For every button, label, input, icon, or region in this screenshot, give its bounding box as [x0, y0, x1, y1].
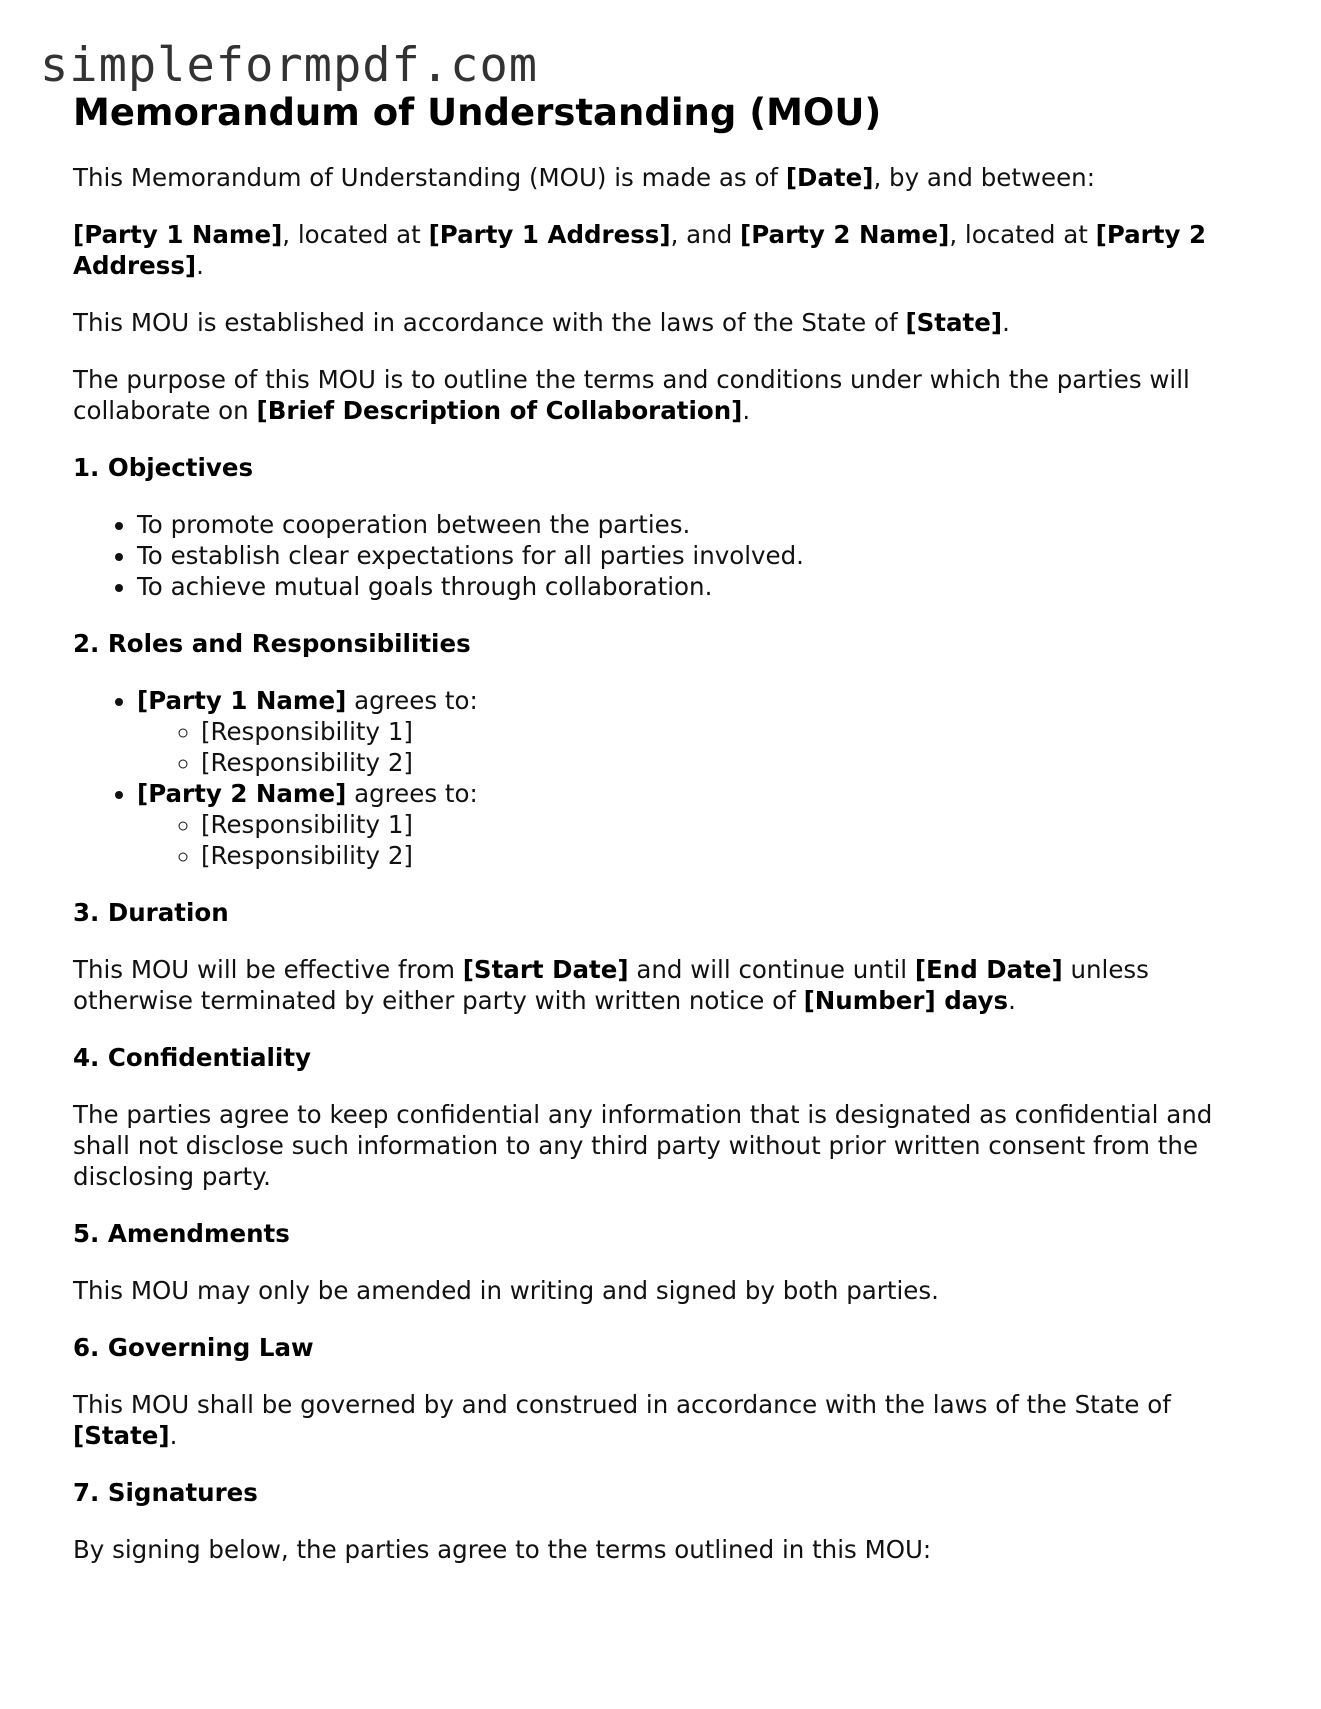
intro-text: , located at: [949, 220, 1096, 249]
section-heading-amendments: 5. Amendments: [73, 1219, 290, 1248]
intro-text: This MOU is established in accordance with the laws of the State of: [73, 308, 906, 337]
responsibility-list: [137, 809, 1263, 871]
intro-paragraph-parties: [73, 219, 1263, 281]
agrees-to-text: agrees to:: [346, 686, 478, 715]
section-heading-signatures: 7. Signatures: [73, 1478, 258, 1507]
party-1-roles: [137, 685, 1263, 778]
section-heading-governing-law: 6. Governing Law: [73, 1333, 314, 1362]
signatures-paragraph: By signing below, the parties agree to the terms outlined in this MOU:: [73, 1535, 932, 1564]
intro-text: The purpose of this MOU is to outline the terms and conditions under which the parties will collaborate on: [73, 365, 1190, 425]
confidentiality-paragraph: The parties agree to keep confidential any information that is designated as confidential and shall not disclose such information to any third party without prior written consent from the disclosing party.: [73, 1100, 1213, 1191]
responsibility-list: [137, 716, 1263, 778]
intro-paragraph-state: [73, 307, 1263, 338]
intro-text: .: [742, 396, 751, 425]
duration-text: and will continue until: [628, 955, 915, 984]
list-item: ◦ [Responsibility 2]: [201, 747, 1263, 778]
start-date-placeholder: [Start Date]: [462, 955, 629, 984]
party-1-name-placeholder: [Party 1 Name]: [73, 220, 283, 249]
amendments-paragraph: This MOU may only be amended in writing and signed by both parties.: [73, 1276, 939, 1305]
list-item: • To establish clear expectations for all parties involved.: [137, 540, 1263, 571]
intro-text: , and: [670, 220, 741, 249]
intro-paragraph-date: [73, 162, 1263, 193]
date-placeholder: [Date]: [785, 163, 874, 192]
state-placeholder: [State]: [905, 308, 1003, 337]
duration-text: .: [1008, 986, 1016, 1015]
watermark: simpleformpdf.com: [40, 38, 539, 93]
intro-text: This Memorandum of Understanding (MOU) is made as of: [73, 163, 786, 192]
notice-days-placeholder: [Number] days: [803, 986, 1009, 1015]
intro-text: .: [196, 251, 204, 280]
end-date-placeholder: [End Date]: [914, 955, 1063, 984]
list-item: ◦ [Responsibility 1]: [201, 809, 1263, 840]
intro-text: , by and between:: [873, 163, 1095, 192]
intro-text: .: [1002, 308, 1010, 337]
intro-paragraph-purpose: [73, 364, 1263, 426]
agrees-to-text: agrees to:: [346, 779, 478, 808]
list-item: • To promote cooperation between the parties.: [137, 509, 1263, 540]
party-name-placeholder: [Party 2 Name]: [137, 779, 347, 808]
state-placeholder: [State]: [73, 1421, 170, 1450]
section-heading-objectives: 1. Objectives: [73, 453, 254, 482]
section-heading-confidentiality: 4. Confidentiality: [73, 1043, 312, 1072]
intro-text: , located at: [282, 220, 429, 249]
roles-list: [73, 685, 1263, 871]
list-item: ◦ [Responsibility 1]: [201, 716, 1263, 747]
party-name-placeholder: [Party 1 Name]: [137, 686, 347, 715]
party-2-roles: [137, 778, 1263, 871]
duration-paragraph: [73, 954, 1263, 1016]
duration-text: unless otherwise terminated by either party with written notice of: [73, 955, 1149, 1015]
list-item: ◦ [Responsibility 2]: [201, 840, 1263, 871]
party-1-address-placeholder: [Party 1 Address]: [428, 220, 671, 249]
section-heading-roles: 2. Roles and Responsibilities: [73, 629, 471, 658]
party-2-address-placeholder: [Party 2 Address]: [73, 220, 1206, 280]
document-body: [73, 92, 1263, 1591]
page-title: Memorandum of Understanding (MOU): [73, 91, 882, 134]
objectives-list: [73, 509, 1263, 602]
duration-text: This MOU will be effective from: [73, 955, 463, 984]
governing-law-text: .: [169, 1421, 178, 1450]
governing-law-text: This MOU shall be governed by and construed in accordance with the laws of the State of: [73, 1390, 1171, 1419]
list-item: • To achieve mutual goals through collaboration.: [137, 571, 1263, 602]
section-heading-duration: 3. Duration: [73, 898, 229, 927]
governing-law-paragraph: [73, 1389, 1263, 1451]
collaboration-description-placeholder: [Brief Description of Collaboration]: [256, 396, 743, 425]
party-2-name-placeholder: [Party 2 Name]: [740, 220, 950, 249]
